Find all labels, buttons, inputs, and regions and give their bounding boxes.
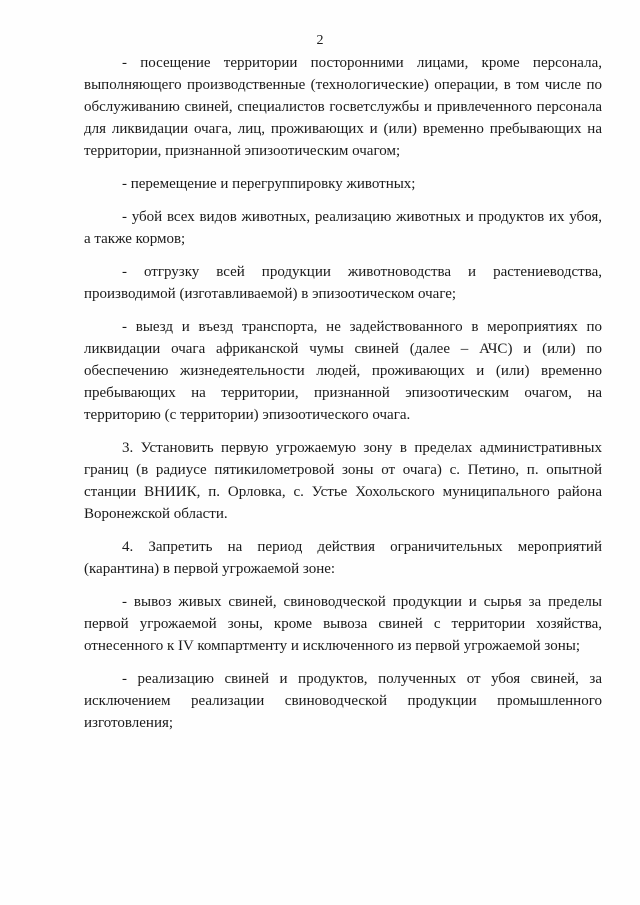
paragraph-transport-ban: - выезд и въезд транспорта, не задействованного в мероприятиях по ликвидации очага африканской чумы свиней (далее – АЧС) и (или) по обеспечению жизнедеятельности людей, проживающих и (или) временно пребывающих на территории, признанной эпизоотическим очагом, на территорию (с территории) эпизоотического очага. [84,319,602,423]
paragraph-sale-ban: - реализацию свиней и продуктов, полученных от убоя свиней, за исключением реализации свиноводческой продукции промышленного изготовления; [84,671,602,731]
paragraph-item-3-threatened-zone: 3. Установить первую угрожаемую зону в пределах административных границ (в радиусе пятикилометровой зоны от очага) с. Петино, п. опытной станции ВНИИК, п. Орловка, с. Устье Хохольского муниципального района Воронежской области. [84,440,602,522]
paragraph-slaughter-ban: - убой всех видов животных, реализацию животных и продуктов их убоя, а также кормов; [84,209,602,247]
page-number: 2 [316,33,324,48]
paragraph-visit-restriction: - посещение территории посторонними лицами, кроме персонала, выполняющего производственные (технологические) операции, в том числе по обслуживанию свиней, специалистов госветслужбы и привлеченного персонала для ликвидации очага, лиц, проживающих и (или) временно пребывающих на территории, признанной эпизоотическим очагом; [84,55,602,159]
paragraph-animal-movement: - перемещение и перегруппировку животных; [122,176,416,192]
paragraph-shipment-ban: - отгрузку всей продукции животноводства и растениеводства, производимой (изготавливаемой) в эпизоотическом очаге; [84,264,602,302]
paragraph-item-4-prohibitions: 4. Запретить на период действия ограничительных мероприятий (карантина) в первой угрожаемой зоне: [84,539,602,577]
paragraph-export-ban: - вывоз живых свиней, свиноводческой продукции и сырья за пределы первой угрожаемой зоны, кроме вывоза свиней с территории хозяйства, отнесенного к IV компартменту и исключенного из первой угрожаемой зоны; [84,594,602,654]
document-body [84,52,602,745]
